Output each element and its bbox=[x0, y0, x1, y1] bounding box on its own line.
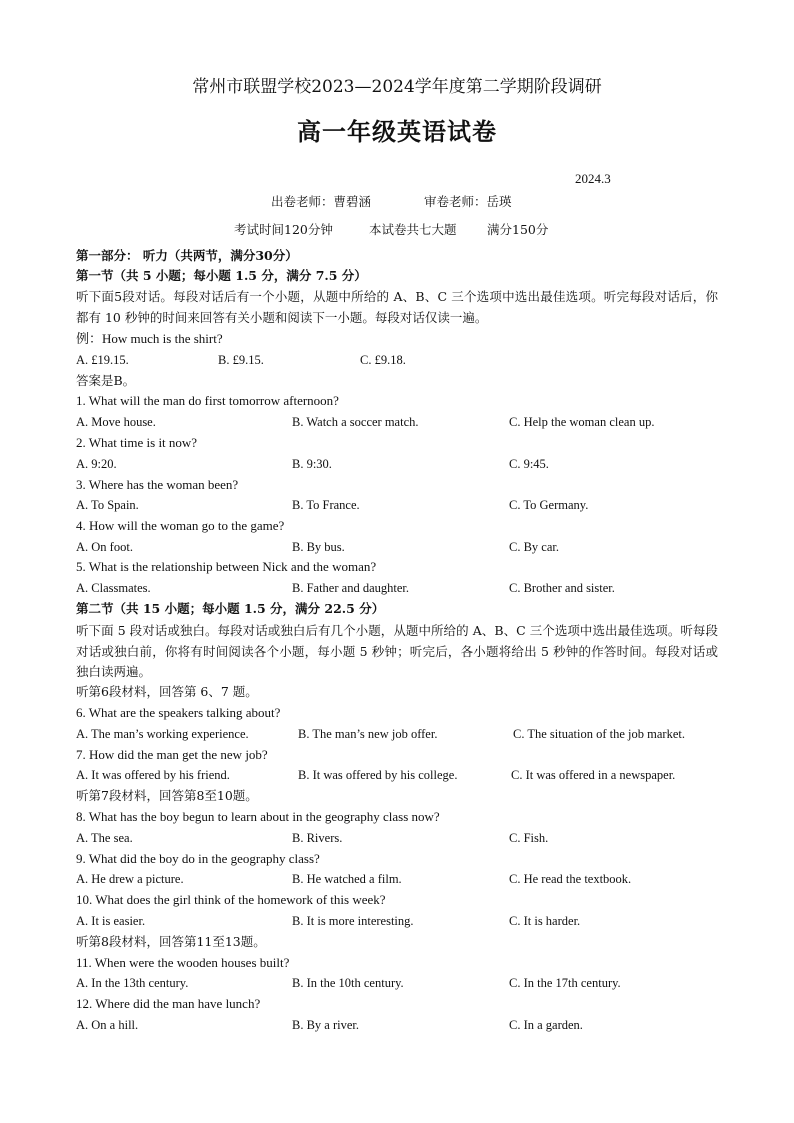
example-option-c: C. £9.18. bbox=[360, 353, 406, 367]
option-a: A. The sea. bbox=[76, 831, 133, 845]
exam-time: 考试时间120分钟 bbox=[234, 222, 333, 237]
option-b: B. Watch a soccer match. bbox=[292, 415, 419, 429]
option-c: C. In the 17th century. bbox=[509, 976, 621, 990]
option-b: B. Rivers. bbox=[292, 831, 343, 845]
option-c: C. It was offered in a newspaper. bbox=[511, 768, 676, 782]
question-stem: 7. How did the man get the new job? bbox=[76, 747, 268, 762]
material-7-note: 听第7段材料，回答第8至10题。 bbox=[76, 788, 258, 803]
option-a: A. It is easier. bbox=[76, 914, 146, 928]
option-c: C. It is harder. bbox=[509, 914, 581, 928]
author-line: 出卷老师：曹碧涵 bbox=[271, 194, 372, 209]
question-stem: 6. What are the speakers talking about? bbox=[76, 705, 281, 720]
option-a: A. Move house. bbox=[76, 415, 156, 429]
question-stem: 9. What did the boy do in the geography class? bbox=[76, 851, 320, 866]
example-option-b: B. £9.15. bbox=[218, 353, 264, 367]
school-line: 常州市联盟学校2023—2024学年度第二学期阶段调研 bbox=[192, 77, 602, 97]
option-a: A. On a hill. bbox=[76, 1018, 139, 1032]
section2-heading: 第二节（共 15 小题；每小题 1.5 分，满分 22.5 分） bbox=[76, 601, 385, 616]
option-b: B. Father and daughter. bbox=[292, 581, 409, 595]
full-score: 满分150分 bbox=[487, 222, 549, 237]
option-c: C. He read the textbook. bbox=[509, 872, 632, 886]
option-b: B. It is more interesting. bbox=[292, 914, 414, 928]
example-question: 例：How much is the shirt? bbox=[76, 331, 223, 346]
option-c: C. The situation of the job market. bbox=[513, 727, 685, 741]
option-a: A. The man’s working experience. bbox=[76, 727, 249, 741]
option-b: B. By a river. bbox=[292, 1018, 360, 1032]
option-a: A. To Spain. bbox=[76, 498, 139, 512]
exam-title: 高一年级英语试卷 bbox=[297, 118, 497, 146]
option-b: B. To France. bbox=[292, 498, 360, 512]
option-c: C. Fish. bbox=[509, 831, 549, 845]
material-8-note: 听第8段材料，回答第11至13题。 bbox=[76, 934, 266, 949]
reviewer-line: 审卷老师：岳瑛 bbox=[424, 194, 512, 209]
option-c: C. Help the woman clean up. bbox=[509, 415, 655, 429]
option-a: A. He drew a picture. bbox=[76, 872, 184, 886]
part1-heading: 第一部分： 听力（共两节，满分30分） bbox=[76, 248, 298, 263]
exam-date: 2024.3 bbox=[575, 171, 611, 186]
section2-instructions: 听下面 5 段对话或独白。每段对话或独白后有几个小题，从题中所给的 A、B、C 三个选项中选出最佳选项。听每段对话或独白前，你将有时间阅读各个小题，每小题 5 秒钟；听完后，各小题将给出 5 秒钟的作答时间。每段对话或独白读两遍。 bbox=[76, 623, 718, 679]
option-b: B. It was offered by his college. bbox=[298, 768, 458, 782]
section-count: 本试卷共七大题 bbox=[369, 222, 457, 237]
question-stem: 1. What will the man do first tomorrow afternoon? bbox=[76, 393, 339, 408]
question-stem: 3. Where has the woman been? bbox=[76, 477, 239, 492]
material-6-note: 听第6段材料，回答第 6、7 题。 bbox=[76, 684, 258, 699]
option-a: A. It was offered by his friend. bbox=[76, 768, 230, 782]
option-b: B. 9:30. bbox=[292, 457, 332, 471]
option-b: B. By bus. bbox=[292, 540, 345, 554]
question-stem: 10. What does the girl think of the homework of this week? bbox=[76, 892, 386, 907]
option-a: A. In the 13th century. bbox=[76, 976, 189, 990]
example-option-a: A. £19.15. bbox=[76, 353, 129, 367]
question-stem: 8. What has the boy begun to learn about in the geography class now? bbox=[76, 809, 440, 824]
option-c: C. To Germany. bbox=[509, 498, 589, 512]
section1-heading: 第一节（共 5 小题；每小题 1.5 分，满分 7.5 分） bbox=[76, 268, 367, 283]
option-b: B. In the 10th century. bbox=[292, 976, 404, 990]
example-answer: 答案是B。 bbox=[76, 373, 136, 388]
option-c: C. By car. bbox=[509, 540, 559, 554]
question-stem: 12. Where did the man have lunch? bbox=[76, 996, 261, 1011]
option-b: B. The man’s new job offer. bbox=[298, 727, 438, 741]
option-a: A. Classmates. bbox=[76, 581, 151, 595]
question-stem: 2. What time is it now? bbox=[76, 435, 198, 450]
option-a: A. On foot. bbox=[76, 540, 133, 554]
section1-instructions: 听下面5段对话。每段对话后有一个小题，从题中所给的 A、B、C 三个选项中选出最佳选项。听完每段对话后，你都有 10 秒钟的时间来回答有关小题和阅读下一小题。每段对话仅读一遍。 bbox=[76, 289, 718, 325]
question-stem: 4. How will the woman go to the game? bbox=[76, 518, 285, 533]
option-c: C. In a garden. bbox=[509, 1018, 583, 1032]
question-stem: 5. What is the relationship between Nick and the woman? bbox=[76, 559, 377, 574]
option-c: C. Brother and sister. bbox=[509, 581, 615, 595]
option-b: B. He watched a film. bbox=[292, 872, 402, 886]
option-a: A. 9:20. bbox=[76, 457, 117, 471]
question-stem: 11. When were the wooden houses built? bbox=[76, 955, 290, 970]
option-c: C. 9:45. bbox=[509, 457, 549, 471]
